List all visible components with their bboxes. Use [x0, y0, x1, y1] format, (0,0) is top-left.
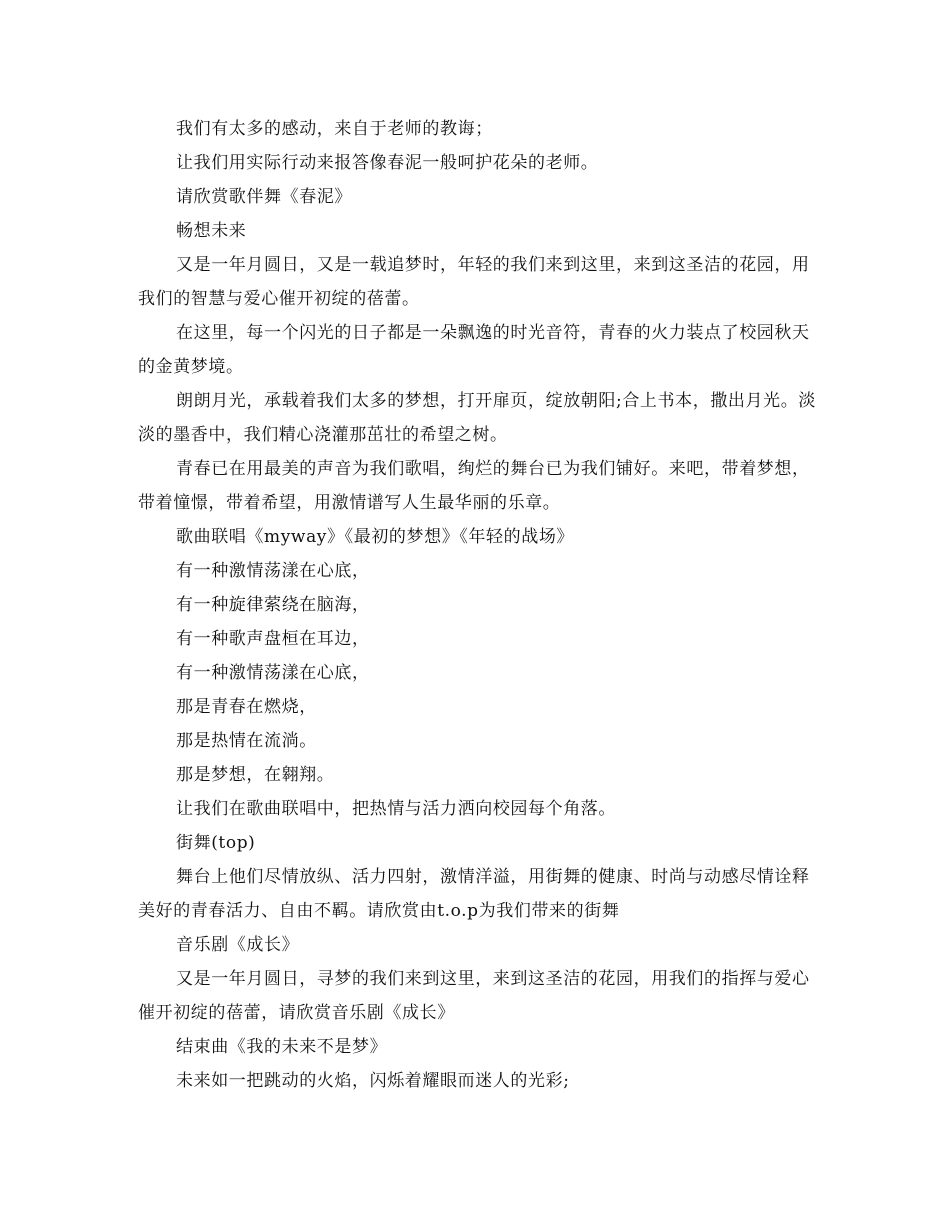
section-heading: 畅想未来 [176, 221, 247, 241]
program-item: 街舞(top) [176, 833, 256, 853]
verse-line: 那是热情在流淌。 [176, 731, 317, 751]
document-body [138, 112, 818, 1098]
paragraph: 在这里，每一个闪光的日子都是一朵飘逸的时光音符，青春的火力装点了校园秋天的金黄梦境。 [138, 323, 810, 377]
verse-line: 有一种激情荡漾在心底， [176, 663, 370, 683]
paragraph: 又是一年月圆日，又是一载追梦时，年轻的我们来到这里，来到这圣洁的花园，用我们的智慧与爱心催开初绽的蓓蕾。 [138, 255, 810, 309]
paragraph: 又是一年月圆日，寻梦的我们来到这里，来到这圣洁的花园，用我们的指挥与爱心催开初绽的蓓蕾，请欣赏音乐剧《成长》 [138, 969, 810, 1023]
verse-line: 那是梦想，在翱翔。 [176, 765, 335, 785]
verse-line: 那是青春在燃烧， [176, 697, 317, 717]
program-item: 音乐剧《成长》 [176, 935, 300, 955]
verse-line: 有一种激情荡漾在心底， [176, 561, 370, 581]
paragraph: 未来如一把跳动的火焰，闪烁着耀眼而迷人的光彩; [176, 1071, 570, 1091]
paragraph: 请欣赏歌伴舞《春泥》 [176, 187, 352, 207]
paragraph: 我们有太多的感动，来自于老师的教诲； [176, 119, 493, 139]
program-item: 结束曲《我的未来不是梦》 [176, 1037, 388, 1057]
paragraph: 让我们用实际行动来报答像春泥一般呵护花朵的老师。 [176, 153, 599, 173]
paragraph: 朗朗月光，承载着我们太多的梦想，打开扉页，绽放朝阳;合上书本，撒出月光。淡淡的墨香中，我们精心浇灌那茁壮的希望之树。 [138, 391, 816, 445]
paragraph: 舞台上他们尽情放纵、活力四射，激情洋溢，用街舞的健康、时尚与动感尽情诠释美好的青春活力、自由不羁。请欣赏由t.o.p为我们带来的街舞 [138, 867, 810, 921]
verse-line: 有一种旋律萦绕在脑海， [176, 595, 370, 615]
verse-line: 有一种歌声盘桓在耳边， [176, 629, 370, 649]
program-item: 歌曲联唱《myway》《最初的梦想》《年轻的战场》 [176, 527, 575, 547]
paragraph: 青春已在用最美的声音为我们歌唱，绚烂的舞台已为我们铺好。来吧，带着梦想，带着憧憬，带着希望，用激情谱写人生最华丽的乐章。 [138, 459, 810, 513]
paragraph: 让我们在歌曲联唱中，把热情与活力洒向校园每个角落。 [176, 799, 616, 819]
